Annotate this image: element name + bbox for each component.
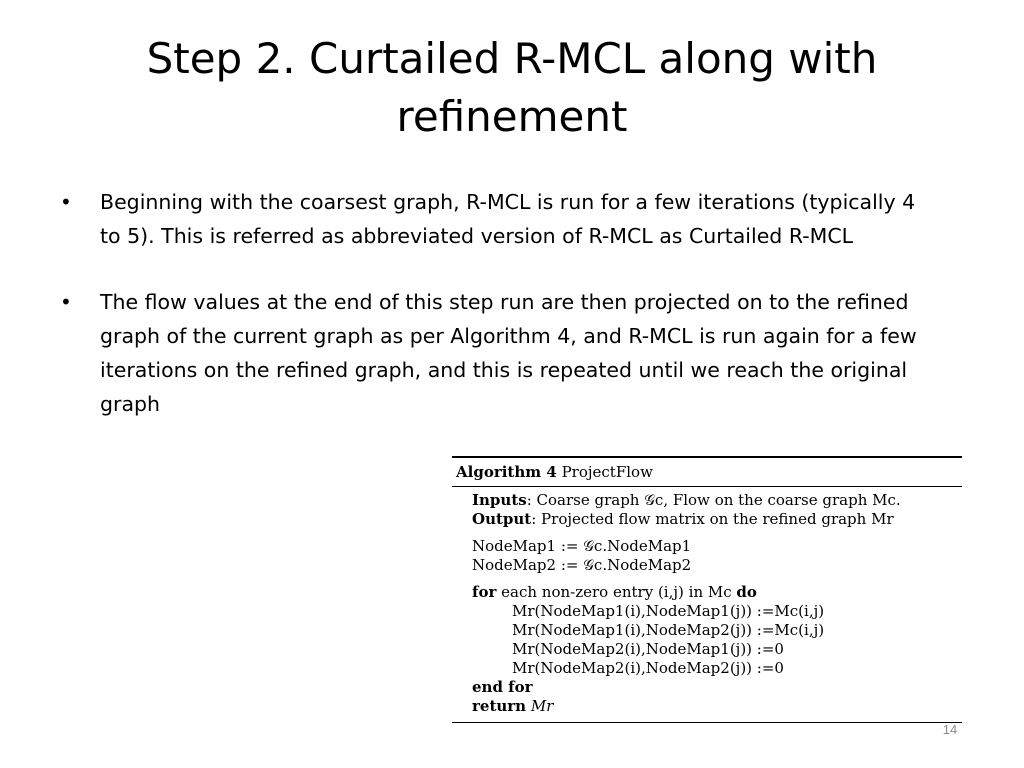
slide-title: Step 2. Curtailed R-MCL along with refinement	[146, 34, 878, 141]
bullet-list	[60, 185, 940, 453]
algorithm-header	[452, 458, 962, 487]
output-text: : Projected flow matrix on the refined graph Mr	[531, 510, 894, 528]
return-line	[472, 697, 962, 716]
loop-line: Mr(NodeMap1(i),NodeMap1(j)) :=Mc(i,j)	[512, 602, 825, 620]
bullet-marker: •	[60, 190, 72, 214]
return-keyword: return	[472, 697, 527, 715]
for-keyword: for	[472, 583, 497, 601]
algorithm-output	[472, 510, 962, 529]
algorithm-name: ProjectFlow	[561, 463, 653, 481]
bullet-text: The flow values at the end of this step run are then projected on to the refined graph of the current graph as per Algorithm 4, and R-MCL is run again for a few iterations on the refined graph, and this is repeated until we reach the original graph	[100, 290, 917, 416]
inputs-label: Inputs	[472, 491, 527, 509]
return-value: Mr	[530, 697, 554, 715]
endfor-line: end for	[472, 678, 533, 696]
do-keyword: do	[736, 583, 757, 601]
algorithm-body	[452, 487, 962, 723]
algorithm-label: Algorithm 4	[456, 463, 557, 481]
for-text: each non-zero entry (i,j) in Mc	[501, 583, 732, 601]
for-line	[472, 583, 962, 602]
page-number: 14	[942, 722, 958, 737]
bullet-item	[60, 185, 940, 253]
inputs-text: : Coarse graph 𝒢c, Flow on the coarse graph Mc.	[526, 491, 901, 509]
loop-line: Mr(NodeMap1(i),NodeMap2(j)) :=Mc(i,j)	[512, 621, 825, 639]
algorithm-inputs	[472, 491, 962, 510]
assign-line: NodeMap2 := 𝒢c.NodeMap2	[472, 556, 692, 574]
loop-line: Mr(NodeMap2(i),NodeMap1(j)) :=0	[512, 640, 784, 658]
loop-line: Mr(NodeMap2(i),NodeMap2(j)) :=0	[512, 659, 784, 677]
bullet-text: Beginning with the coarsest graph, R-MCL is run for a few iterations (typically 4 to 5). This is referred as abbreviated version of R-MCL as Curtailed R-MCL	[100, 190, 916, 248]
assign-line: NodeMap1 := 𝒢c.NodeMap1	[472, 537, 692, 555]
algorithm-box	[452, 456, 962, 723]
output-label: Output	[472, 510, 532, 528]
bullet-item	[60, 285, 940, 421]
bullet-marker: •	[60, 290, 72, 314]
